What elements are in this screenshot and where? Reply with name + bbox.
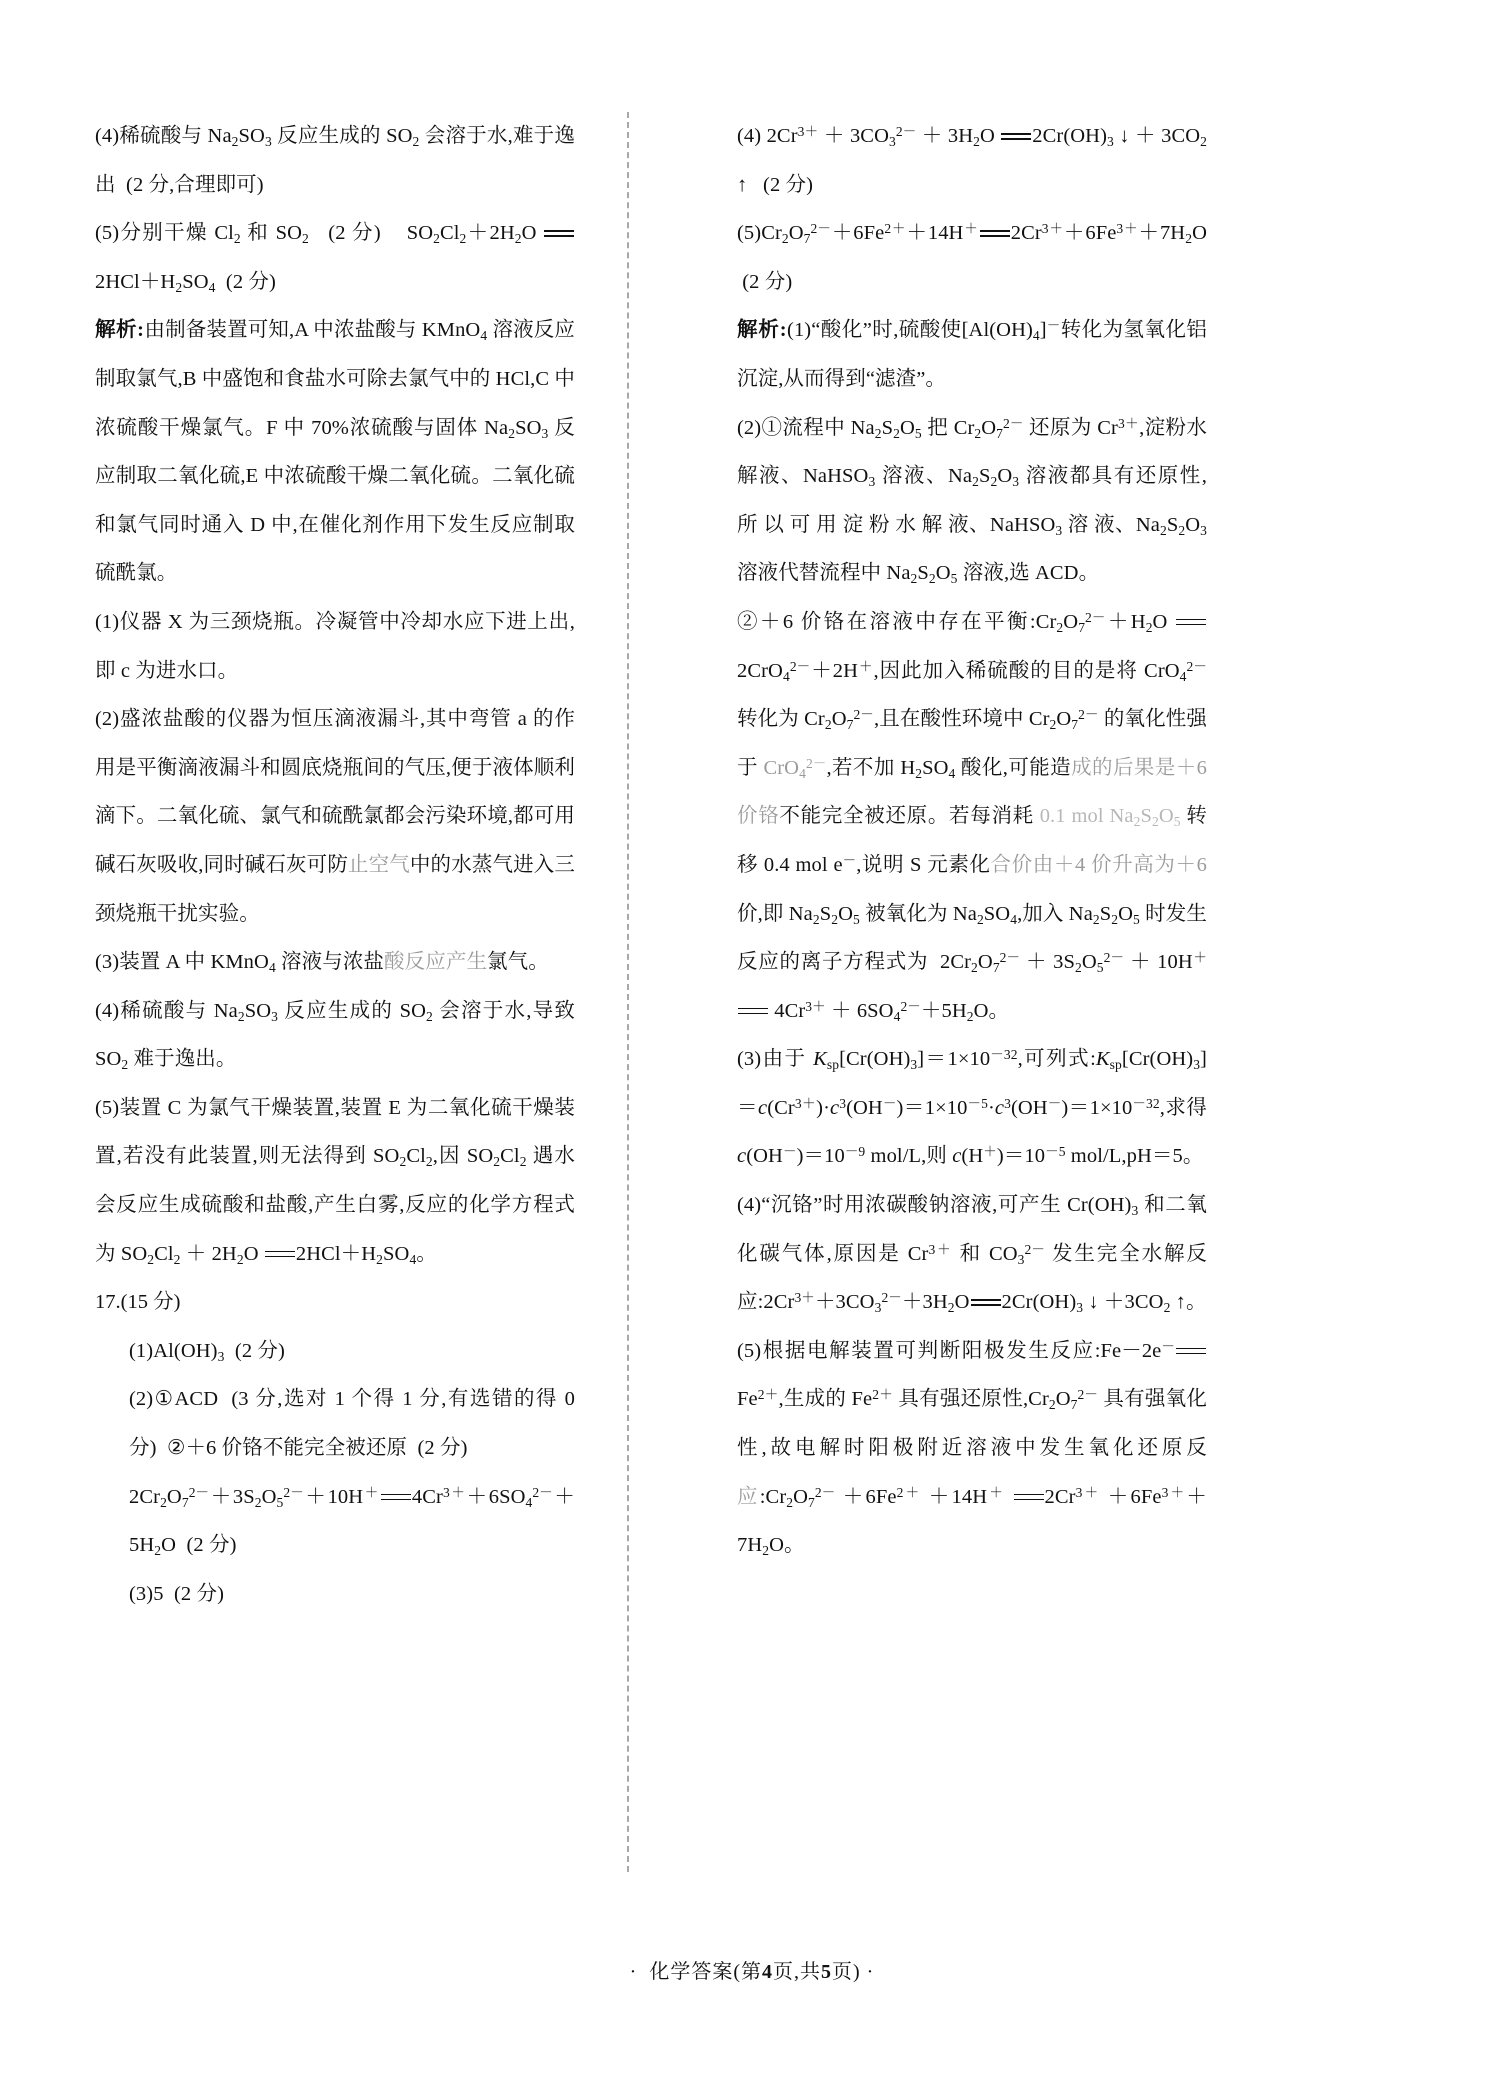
q17-answer-5-equation: $(5)Cr_2O_7^{2-}+6Fe^{2+}+14H^+$ $2Cr^{3+}+6Fe^{3+}+7H_2O$ (2 分) bbox=[737, 220, 1207, 293]
footer-dot-left: · bbox=[629, 1961, 638, 1983]
question-17-body bbox=[95, 1327, 575, 1619]
q16-explain-5: (5)装置 C 为氯气干燥装置,装置 E 为二氧化硫干燥装置,若没有此装置,则无法得到 $SO_2Cl_2$,因 $SO_2Cl_2$ 遇水会反应生成硫酸和盐酸,产生白雾,反应的化学方程式为 $SO_2Cl_2 + 2H_2O$ $2HCl+H_2SO_4$。 bbox=[95, 1096, 575, 1267]
q16-jiexi-paragraph: 解析:由制备装置可知,A 中浓盐酸与 KMnO$_4$ 溶液反应制取氯气,B 中盛饱和食盐水可除去氯气中的 HCl,C 中浓硫酸干燥氯气。F 中 70%浓硫酸与固体 $Na_2SO_3$ 反应制取二氧化硫,E 中浓硫酸干燥二氧化硫。二氧化硫和氯气同时通入 D 中,在催化剂作用下发生反应制取硫酰氯。 bbox=[95, 319, 576, 585]
equals-double-bar bbox=[1176, 1346, 1206, 1359]
equals-double-bar bbox=[971, 1297, 1001, 1310]
q16-answer-4: (4)稀硫酸与 $Na_2SO_3$ 反应生成的 $SO_2$ 会溶于水,难于逸出 (2 分,合理即可) bbox=[95, 125, 576, 196]
q17-jiexi-5: (5)根据电解装置可判断阳极发生反应$:Fe-2e^-Fe^{2+}$,生成的 $Fe^{2+}$ 具有强还原性$,Cr_2O_7^{2-}$ 具有强氧化性,故电解时阳极附近溶液中发生氧化还原反应$:Cr_2O_7^{2-} +6Fe^{2+} +14H^+$ $2Cr^{3+} +6Fe^{3+}+7H_2O$。 bbox=[737, 1338, 1207, 1558]
equals-double-bar bbox=[265, 1249, 295, 1262]
q17-jiexi-4: (4)“沉铬”时用浓碳酸钠溶液,可产生 $Cr(OH)_3$ 和二氧化碳气体,原因是 $Cr^{3+}$ 和 $CO_3^{2-}$ 发生完全水解反应$:2Cr^{3+}+3CO_3^{2-}+3H_2O$ $2Cr(OH)_3$ ↓ $+3CO_2$ ↑。 bbox=[737, 1194, 1208, 1316]
q17-jiexi-2b: ②＋6 价铬在溶液中存在平衡$:Cr_2O_7^{2-}+H_2O$ 2CrO$_4^{2-}$＋2H＋,因此加入稀硫酸的目的是将 CrO$_4^{2-}$ 转化为 $Cr_2O_7^{2-}$,且在酸性环境中 $Cr_2O_7^{2-}$ 的氧化性强于 CrO$_4^{2-}$,若不加 $H_2SO_4$ 酸化,可能造成的后果是＋6 价铬不能完全被还原。若每消耗 0.1 mol $Na_2S_2O_5$ 转移 0.4 mol e－,说明 S 元素化合价由＋4 价升高为＋6 价,即 $Na_2S_2O_5$ 被氧化为 $Na_2SO_4$,加入 $Na_2S_2O_5$ 时发生反应的离子方程式为 $2Cr_2O_7^{2-} + 3S_2O_5^{2-} + 10H^+$ $4Cr^{3+} + 6SO_4^{2-}+5H_2O$。 bbox=[737, 609, 1208, 1024]
equals-double-bar bbox=[381, 1492, 411, 1505]
equals-double-bar bbox=[738, 1006, 768, 1019]
q17-jiexi-2a: (2)①流程中 $Na_2S_2O_5$ 把 $Cr_2O_7^{2-}$ 还原为 $Cr^{3+}$,淀粉水解液、NaHSO$_3$ 溶液、$Na_2S_2O_3$ 溶液都具有还原性, 所 以 可 用 淀 粉 水 解 液、NaHSO$_3$ 溶 液、$Na_2S_2O_3$ 溶液代替流程中 $Na_2S_2O_5$ 溶液,选 ACD。 bbox=[737, 415, 1208, 587]
equals-double-bar bbox=[1176, 617, 1206, 630]
footer-dot-right: · bbox=[866, 1961, 875, 1983]
footer-text-1: 化学答案(第 bbox=[649, 1961, 762, 1983]
q17-answer-2-equation: $2Cr_2O_7^{2-}+3S_2O_5^{2-}+10H^+$ $4Cr^{3+}+6SO_4^{2-}+5H_2O$ (2 分) bbox=[129, 1484, 575, 1558]
question-17-header bbox=[95, 1278, 575, 1327]
left-column bbox=[95, 112, 605, 1892]
jiexi-label: 解析: bbox=[737, 319, 788, 342]
column-divider bbox=[627, 112, 629, 1872]
equals-double-bar bbox=[1001, 131, 1031, 144]
q16-answer-5: (5)分别干燥 $Cl_2$ 和 $SO_2$ (2 分) $SO_2Cl_2+2H_2O$ $2HCl+H_2SO_4$ (2 分) bbox=[95, 209, 575, 306]
q17-score: (15 分) bbox=[120, 1291, 181, 1314]
q17-answer-3: (3)5 (2 分) bbox=[129, 1582, 225, 1605]
footer-text-2: 页,共 bbox=[773, 1961, 821, 1983]
q16-explain-1: (1)仪器 X 为三颈烧瓶。冷凝管中冷却水应下进上出,即 c 为进水口。 bbox=[95, 610, 575, 682]
q17-answer-4-equation: (4) $2Cr^{3+} + 3CO_3^{2-} + 3H_2O$ $2Cr(OH)_3$ ↓ ＋ $3CO_2$ ↑ (2 分) bbox=[737, 123, 1208, 196]
footer-total-pages: 5 bbox=[821, 1961, 832, 1983]
footer-page-number: 4 bbox=[762, 1961, 773, 1983]
q17-answer-1: $(1)Al(OH)_3$ (2 分) bbox=[129, 1339, 285, 1364]
equals-double-bar bbox=[544, 228, 574, 241]
footer-text-3: 页) bbox=[832, 1961, 861, 1983]
q16-explain-3: (3)装置 A 中 KMnO$_4$ 溶液与浓盐酸反应产生氯气。 bbox=[95, 951, 549, 975]
right-column bbox=[667, 112, 1207, 1892]
q16-explain-4: (4)稀硫酸与 $Na_2SO_3$ 反应生成的 $SO_2$ 会溶于水,导致 $SO_2$ 难于逸出。 bbox=[95, 999, 575, 1073]
jiexi-label: 解析: bbox=[95, 319, 145, 342]
equals-double-bar bbox=[1014, 1492, 1044, 1505]
page-footer bbox=[0, 1955, 1504, 1984]
q17-jiexi-3: (3)由于 $K_{sp}[Cr(OH)_3]=1\times 10^{-32}$,可列式$:K_{sp}[Cr(OH)_3]=c(Cr^{3+})\cdot c^3(OH^-)=1\times 10^{-5}\cdot c^3(OH^-)=1\times 10^{-32}$,求得 $c(OH^-)=10^{-9}$ mol/L,则 $c(H^+)=10^{-5}$ mol/L,pH＝5。 bbox=[737, 1047, 1207, 1168]
q17-jiexi-1: 解析:(1)“酸化”时,硫酸使$[Al(OH)_4]^-$转化为氢氧化铝沉淀,从而得到“滤渣”。 bbox=[737, 318, 1208, 390]
q17-answer-2: (2)①ACD (3 分,选对 1 个得 1 分,有选错的得 0 分) ②＋6 价铬不能完全被还原 (2 分) bbox=[129, 1388, 575, 1460]
q16-explain-2: (2)盛浓盐酸的仪器为恒压滴液漏斗,其中弯管 a 的作用是平衡滴液漏斗和圆底烧瓶间的气压,便于液体顺利滴下。二氧化硫、氯气和硫酰氯都会污染环境,都可用碱石灰吸收,同时碱石灰可防止空气中的水蒸气进入三颈烧瓶干扰实验。 bbox=[95, 708, 575, 925]
two-column-body bbox=[95, 112, 1415, 1892]
q17-number: 17. bbox=[95, 1291, 121, 1314]
equals-double-bar bbox=[980, 228, 1010, 241]
